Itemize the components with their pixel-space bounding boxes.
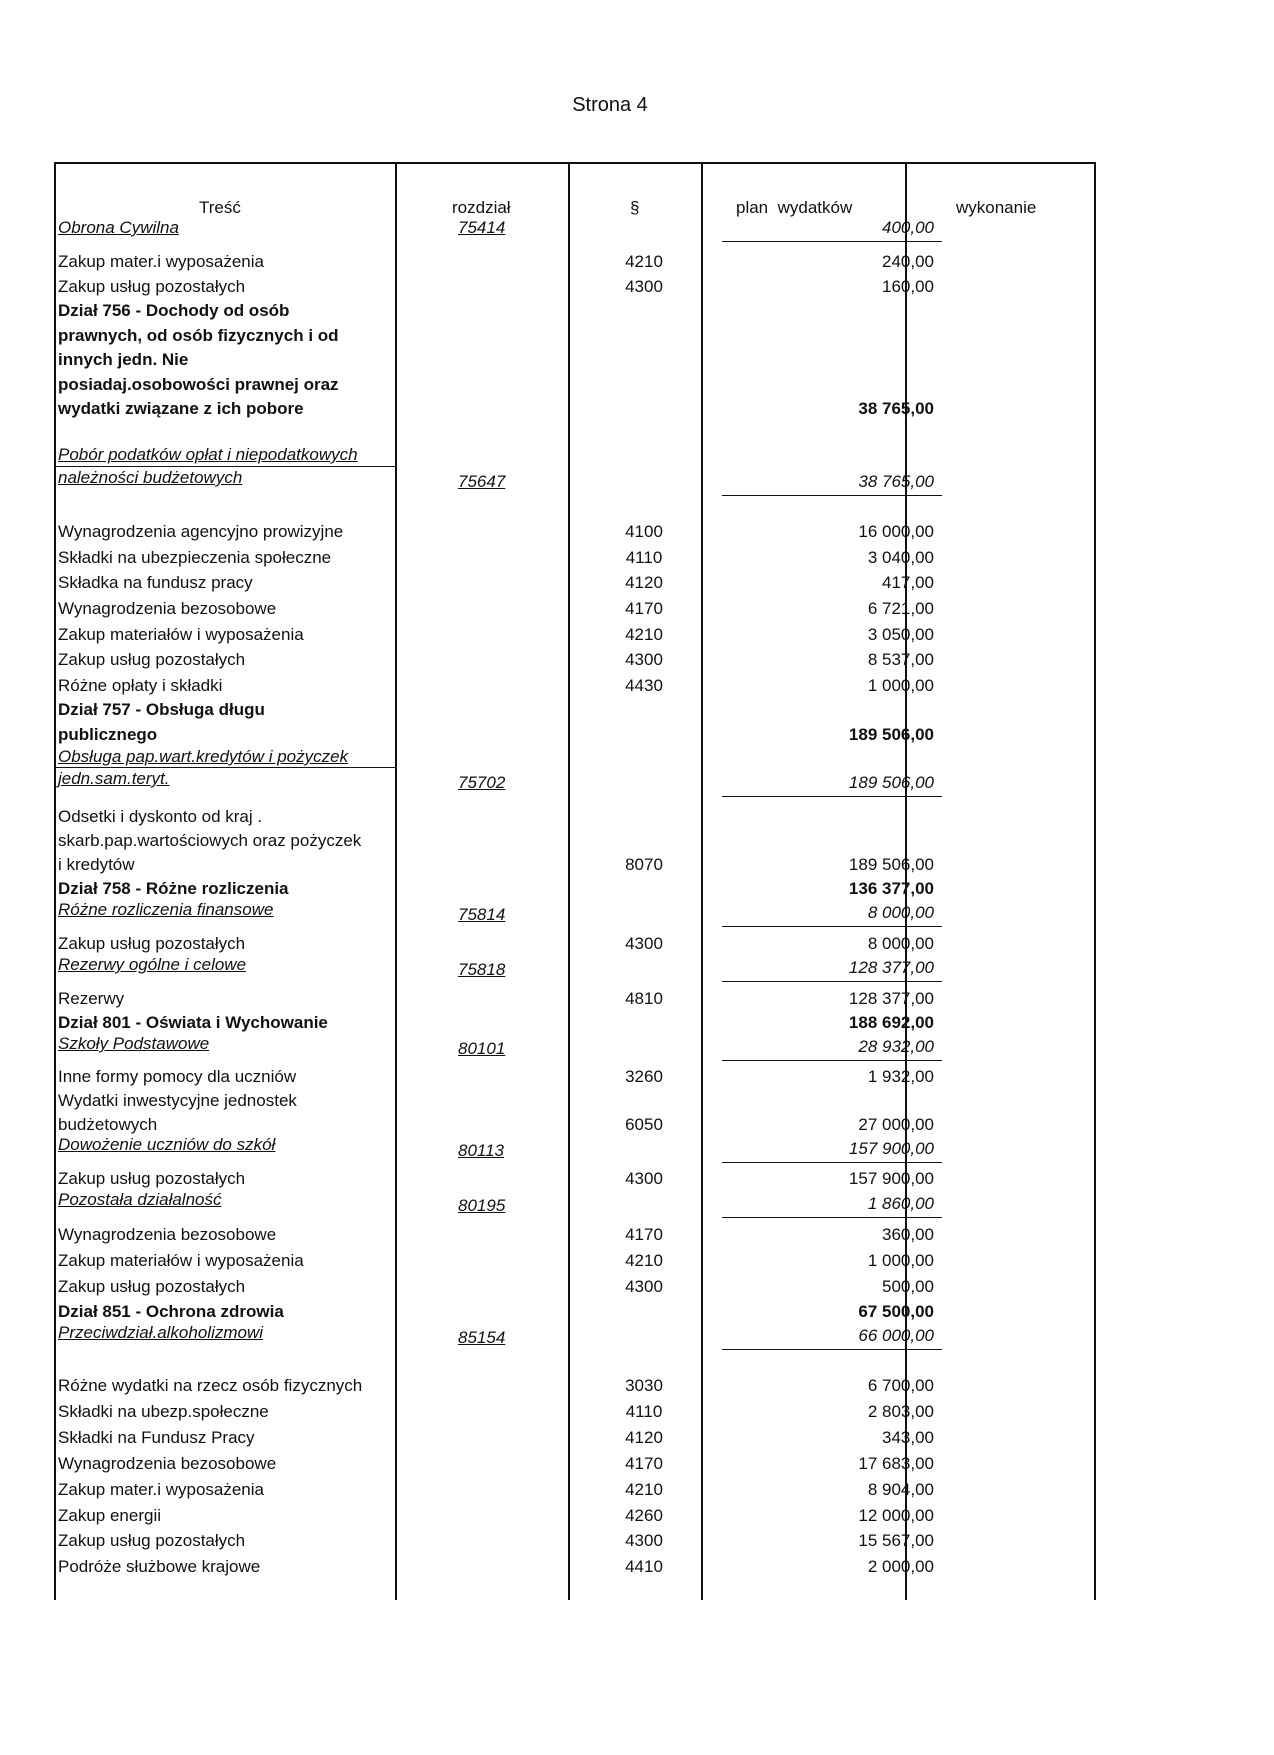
row-label: i kredytów	[58, 855, 135, 874]
row-amount: 1 000,00	[867, 676, 934, 695]
row-paragraf: 4300	[625, 650, 663, 669]
table-row	[54, 1091, 1096, 1117]
row-label: Zakup materiałów i wyposażenia	[58, 625, 304, 644]
table-row	[54, 522, 1096, 548]
row-label: Składki na Fundusz Pracy	[58, 1428, 255, 1447]
row-amount: 8 000,00	[867, 934, 934, 953]
table-row	[54, 399, 1096, 425]
row-paragraf: 4300	[625, 934, 663, 953]
row-rozdzial: 80113	[458, 1141, 505, 1160]
row-label: jedn.sam.teryt.	[58, 769, 170, 788]
table-row	[54, 599, 1096, 625]
row-rozdzial: 75818	[458, 960, 506, 979]
row-label: Dział 757 - Obsługa długu	[58, 700, 265, 719]
row-label: Dział 756 - Dochody od osób	[58, 301, 290, 320]
row-label: Dział 801 - Oświata i Wychowanie	[58, 1013, 328, 1032]
table-row	[54, 1277, 1096, 1303]
row-amount: 15 567,00	[858, 1531, 934, 1550]
row-rozdzial: 75702	[458, 773, 506, 792]
row-label: Zakup usług pozostałych	[58, 1277, 246, 1296]
table-row	[54, 252, 1096, 278]
row-label: publicznego	[58, 725, 158, 744]
row-paragraf: 4210	[625, 1251, 663, 1270]
row-rozdzial: 75414	[458, 218, 506, 237]
row-paragraf: 4110	[625, 1402, 663, 1421]
subtotal-underline	[722, 1349, 942, 1350]
row-amount: 400,00	[882, 218, 934, 237]
row-paragraf: 4170	[625, 599, 663, 618]
row-paragraf: 4210	[625, 1480, 663, 1499]
row-paragraf: 6050	[625, 1115, 663, 1134]
row-label: Rezerwy	[58, 989, 125, 1008]
row-amount: 189 506,00	[848, 855, 934, 874]
table-row	[54, 301, 1096, 327]
header-plan: plan wydatków	[736, 198, 853, 217]
page-title: Strona 4	[572, 94, 648, 116]
row-amount: 188 692,00	[848, 1013, 934, 1032]
row-rozdzial: 85154	[458, 1328, 506, 1347]
row-label: prawnych, od osób fizycznych i od	[58, 326, 339, 345]
row-paragraf: 4170	[625, 1225, 663, 1244]
table-row	[54, 1251, 1096, 1277]
row-amount: 8 000,00	[867, 903, 934, 922]
row-amount: 28 932,00	[858, 1037, 934, 1056]
table-row	[54, 1454, 1096, 1480]
row-amount: 128 377,00	[848, 958, 934, 977]
row-label: Zakup materiałów i wyposażenia	[58, 1251, 304, 1270]
row-rozdzial: 80101	[458, 1039, 506, 1058]
row-amount: 27 000,00	[858, 1115, 934, 1134]
row-paragraf: 3260	[625, 1067, 663, 1086]
row-label: Obrona Cywilna	[58, 218, 179, 237]
row-amount: 8 537,00	[867, 650, 934, 669]
row-amount: 3 040,00	[867, 548, 934, 567]
row-paragraf: 4100	[625, 522, 663, 541]
table-row	[54, 548, 1096, 574]
row-paragraf: 4120	[625, 573, 663, 592]
row-label: Dział 758 - Różne rozliczenia	[58, 879, 289, 898]
row-label: Szkoły Podstawowe	[58, 1034, 210, 1053]
header-paragraf: §	[630, 198, 640, 217]
row-paragraf: 4120	[625, 1428, 663, 1447]
row-label: Różne opłaty i składki	[58, 676, 223, 695]
row-amount: 6 721,00	[867, 599, 934, 618]
table-row	[54, 1067, 1096, 1093]
row-amount: 38 765,00	[858, 399, 934, 418]
row-label: Wydatki inwestycyjne jednostek	[58, 1091, 297, 1110]
table-row	[54, 1402, 1096, 1428]
row-label: budżetowych	[58, 1115, 158, 1134]
row-amount: 1 860,00	[867, 1194, 934, 1213]
table-row	[54, 1225, 1096, 1251]
row-label: Odsetki i dyskonto od kraj .	[58, 807, 263, 826]
row-paragraf: 3030	[625, 1376, 663, 1395]
row-paragraf: 4810	[625, 989, 663, 1008]
subtotal-underline	[722, 1162, 942, 1163]
row-label: Składki na ubezp.społeczne	[58, 1402, 269, 1421]
row-amount: 67 500,00	[858, 1302, 934, 1321]
subtotal-underline	[722, 796, 942, 797]
table-row	[54, 573, 1096, 599]
subtotal-underline	[722, 495, 942, 496]
row-amount: 3 050,00	[867, 625, 934, 644]
row-amount: 417,00	[882, 573, 934, 592]
row-amount: 12 000,00	[858, 1506, 934, 1525]
row-amount: 240,00	[882, 252, 934, 271]
table-row	[54, 676, 1096, 702]
table-row	[54, 700, 1096, 726]
row-amount: 189 506,00	[848, 773, 934, 792]
row-amount: 500,00	[882, 1277, 934, 1296]
row-label: Dział 851 - Ochrona zdrowia	[58, 1302, 284, 1321]
header-wykonanie: wykonanie	[956, 198, 1037, 217]
row-paragraf: 8070	[625, 855, 663, 874]
budget-table	[54, 162, 1096, 1600]
table-row	[54, 1557, 1096, 1583]
row-label: wydatki związane z ich pobore	[58, 399, 304, 418]
row-label: Wynagrodzenia bezosobowe	[58, 599, 277, 618]
row-amount: 16 000,00	[858, 522, 934, 541]
row-paragraf: 4410	[625, 1557, 663, 1576]
row-label: Zakup energii	[58, 1506, 162, 1525]
table-row	[54, 855, 1096, 881]
row-label: należności budżetowych	[58, 468, 243, 487]
row-amount: 2 803,00	[867, 1402, 934, 1421]
row-paragraf: 4110	[625, 548, 663, 567]
table-row	[54, 277, 1096, 303]
row-paragraf: 4430	[625, 676, 663, 695]
row-label: innych jedn. Nie	[58, 350, 189, 369]
table-row	[54, 1480, 1096, 1506]
row-amount: 38 765,00	[858, 472, 934, 491]
table-top-border	[54, 162, 1096, 164]
header-rozdzial: rozdział	[452, 198, 511, 217]
row-amount: 160,00	[882, 277, 934, 296]
table-row	[54, 650, 1096, 676]
table-row	[54, 989, 1096, 1015]
row-label: Zakup usług pozostałych	[58, 1169, 246, 1188]
row-paragraf: 4210	[625, 252, 663, 271]
row-paragraf: 4300	[625, 1277, 663, 1296]
subtotal-underline	[722, 981, 942, 982]
header-tresc: Treść	[199, 198, 241, 217]
row-label: Zakup mater.i wyposażenia	[58, 1480, 264, 1499]
row-amount: 6 700,00	[867, 1376, 934, 1395]
row-label: Podróże służbowe krajowe	[58, 1557, 261, 1576]
row-label: Pozostała działalność	[58, 1190, 222, 1209]
table-row	[54, 350, 1096, 376]
row-amount: 17 683,00	[858, 1454, 934, 1473]
subtotal-underline	[722, 241, 942, 242]
row-label: Zakup usług pozostałych	[58, 650, 246, 669]
row-amount: 2 000,00	[867, 1557, 934, 1576]
row-amount: 157 900,00	[848, 1169, 934, 1188]
row-paragraf: 4300	[625, 1169, 663, 1188]
table-row	[54, 326, 1096, 352]
subtotal-underline	[722, 1060, 942, 1061]
row-label: Wynagrodzenia bezosobowe	[58, 1454, 277, 1473]
table-row	[54, 1531, 1096, 1557]
row-amount: 360,00	[882, 1225, 934, 1244]
row-label: Rezerwy ogólne i celowe	[58, 955, 247, 974]
table-row	[54, 1506, 1096, 1532]
label-underline	[54, 767, 396, 768]
row-paragraf: 4300	[625, 1531, 663, 1550]
row-paragraf: 4260	[625, 1506, 663, 1525]
row-label: skarb.pap.wartościowych oraz pożyczek	[58, 831, 362, 850]
row-label: Składka na fundusz pracy	[58, 573, 253, 592]
row-amount: 128 377,00	[848, 989, 934, 1008]
row-label: Inne formy pomocy dla uczniów	[58, 1067, 297, 1086]
row-amount: 343,00	[882, 1428, 934, 1447]
row-label: Różne wydatki na rzecz osób fizycznych	[58, 1376, 363, 1395]
row-amount: 66 000,00	[858, 1326, 934, 1345]
row-label: Przeciwdział.alkoholizmowi	[58, 1323, 264, 1342]
row-rozdzial: 80195	[458, 1196, 506, 1215]
subtotal-underline	[722, 926, 942, 927]
row-label: Zakup usług pozostałych	[58, 277, 246, 296]
row-amount: 157 900,00	[848, 1139, 934, 1158]
label-underline	[54, 466, 396, 467]
row-label: posiadaj.osobowości prawnej oraz	[58, 375, 339, 394]
row-amount: 1 932,00	[867, 1067, 934, 1086]
row-amount: 136 377,00	[848, 879, 934, 898]
row-rozdzial: 75814	[458, 905, 506, 924]
row-amount: 189 506,00	[848, 725, 934, 744]
row-amount: 8 904,00	[867, 1480, 934, 1499]
table-row	[54, 807, 1096, 833]
row-label: Składki na ubezpieczenia społeczne	[58, 548, 332, 567]
table-row	[54, 375, 1096, 401]
row-label: Dowożenie uczniów do szkół	[58, 1135, 276, 1154]
row-paragraf: 4170	[625, 1454, 663, 1473]
table-row	[54, 1428, 1096, 1454]
row-amount: 1 000,00	[867, 1251, 934, 1270]
row-label: Zakup usług pozostałych	[58, 934, 246, 953]
row-paragraf: 4210	[625, 625, 663, 644]
row-label: Różne rozliczenia finansowe	[58, 900, 274, 919]
row-label: Wynagrodzenia bezosobowe	[58, 1225, 277, 1244]
row-label: Wynagrodzenia agencyjno prowizyjne	[58, 522, 344, 541]
row-label: Obsługa pap.wart.kredytów i pożyczek	[58, 747, 349, 766]
row-label: Zakup mater.i wyposażenia	[58, 252, 264, 271]
row-paragraf: 4300	[625, 277, 663, 296]
table-row	[54, 831, 1096, 857]
row-label: Zakup usług pozostałych	[58, 1531, 246, 1550]
row-rozdzial: 75647	[458, 472, 506, 491]
row-label: Pobór podatków opłat i niepodatkowych	[58, 445, 358, 464]
table-row	[54, 1376, 1096, 1402]
subtotal-underline	[722, 1217, 942, 1218]
table-row	[54, 625, 1096, 651]
